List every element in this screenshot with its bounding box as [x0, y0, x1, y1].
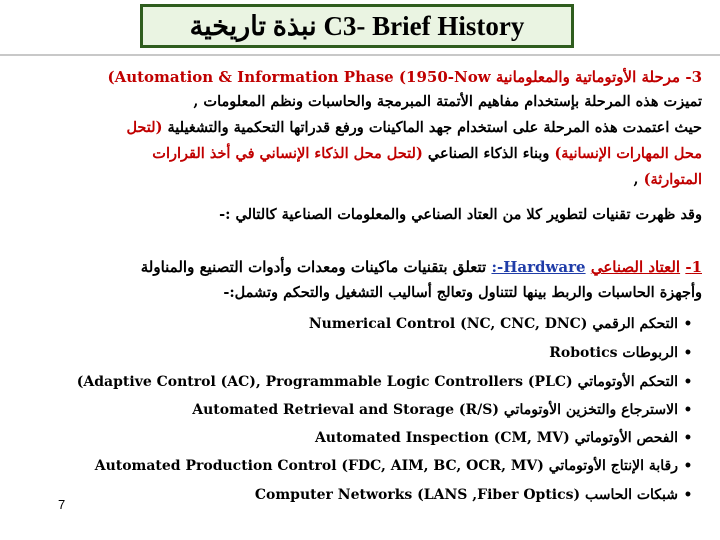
bullet-dot: • [683, 374, 693, 390]
paragraph-line-3 [20, 143, 702, 165]
paragraph-line-3-text: وبناء الذكاء الصناعي [427, 145, 550, 162]
page-number: 7 [58, 497, 66, 512]
bullet-dot: • [683, 402, 693, 418]
bullet-item [8, 342, 698, 364]
hardware-line-2: وأجهزة الحاسبات والربط بينها لتتناول وتعالج أساليب التشغيل والتحكم وتشمل:- [223, 284, 702, 301]
paragraph-line-2 [20, 117, 702, 139]
bullet-item [8, 484, 698, 506]
phase-heading [20, 66, 702, 88]
bullet-arabic: الفحص الأوتوماتي [574, 430, 678, 446]
bullet-item [8, 427, 698, 449]
bullet-item [8, 371, 698, 393]
bullet-english: Automated Inspection (CM, MV) [314, 430, 570, 446]
bullet-english: Automated Production Control (FDC, AIM, BC, OCR, MV) [94, 458, 544, 474]
bullet-dot: • [683, 487, 693, 503]
paragraph-line-4-highlight: المتوارثة) [643, 171, 702, 188]
paragraph-line-4-end: , [633, 171, 639, 188]
bullet-dot: • [683, 430, 693, 446]
bullet-arabic: التحكم الأوتوماتي [577, 374, 678, 390]
hardware-number: 1- [685, 258, 702, 276]
phase-number: 3- [685, 68, 702, 86]
hardware-description: تتعلق بتقنيات ماكينات ومعدات وأدوات التصنيع والمناولة [140, 258, 487, 276]
paragraph-line-3-highlight-1: محل المهارات الإنسانية) [554, 145, 702, 162]
paragraph-line-1: تميزت هذه المرحلة بإستخدام مفاهيم الأتمتة المبرمجة والحاسبات ونظم المعلومات , [193, 93, 702, 110]
paragraph-line-2-text: حيث اعتمدت هذه المرحلة على استخدام جهد الماكينات ورفع قدراتها التحكمية والتشغيلية [167, 119, 702, 136]
bullet-arabic: شبكات الحاسب [585, 487, 678, 503]
phase-heading-english: (Automation & Information Phase (1950-Now [107, 68, 491, 86]
bullet-arabic: الاسترجاع والتخزين الأوتوماتي [503, 402, 678, 418]
bullet-english: Computer Networks (LANS ,Fiber Optics) [254, 487, 581, 503]
title-divider [0, 54, 720, 56]
bullet-item [8, 399, 698, 421]
slide-title-box [140, 4, 574, 48]
bullet-item [8, 313, 698, 335]
hardware-label-english: :-Hardware [491, 258, 586, 276]
slide-title: C3- Brief History نبذة تاريخية [189, 10, 525, 41]
bullet-english: Numerical Control (NC, CNC, DNC) [308, 316, 588, 332]
hardware-heading [20, 256, 702, 278]
paragraph-line-2-highlight: (لتحل [126, 119, 163, 136]
bullet-dot: • [683, 458, 693, 474]
phase-heading-arabic: مرحلة الأوتوماتية والمعلومانية [495, 68, 681, 86]
bullet-dot: • [683, 345, 693, 361]
bullet-dot: • [683, 316, 693, 332]
bullet-arabic: رقابة الإنتاج الأوتوماتي [548, 458, 678, 474]
paragraph-line-3-highlight-2: (لتحل محل الذكاء الإنساني في أخذ القرارات [152, 145, 423, 162]
bullet-english: Automated Retrieval and Storage (R/S) [192, 402, 499, 418]
paragraph-line-4 [20, 169, 702, 191]
bullet-arabic: الربوطات [622, 345, 678, 361]
hardware-label-arabic: العتاد الصناعي [590, 258, 681, 276]
bullet-item [8, 455, 698, 477]
bullet-arabic: التحكم الرقمي [592, 316, 678, 332]
bullet-english: Robotics [549, 345, 618, 361]
intro-line: وقد ظهرت تقنيات لتطوير كلا من العتاد الصناعي والمعلومات الصناعية كالتالي :- [219, 206, 702, 223]
bullet-english: (Adaptive Control (AC), Programmable Logic Controllers (PLC) [76, 374, 573, 390]
